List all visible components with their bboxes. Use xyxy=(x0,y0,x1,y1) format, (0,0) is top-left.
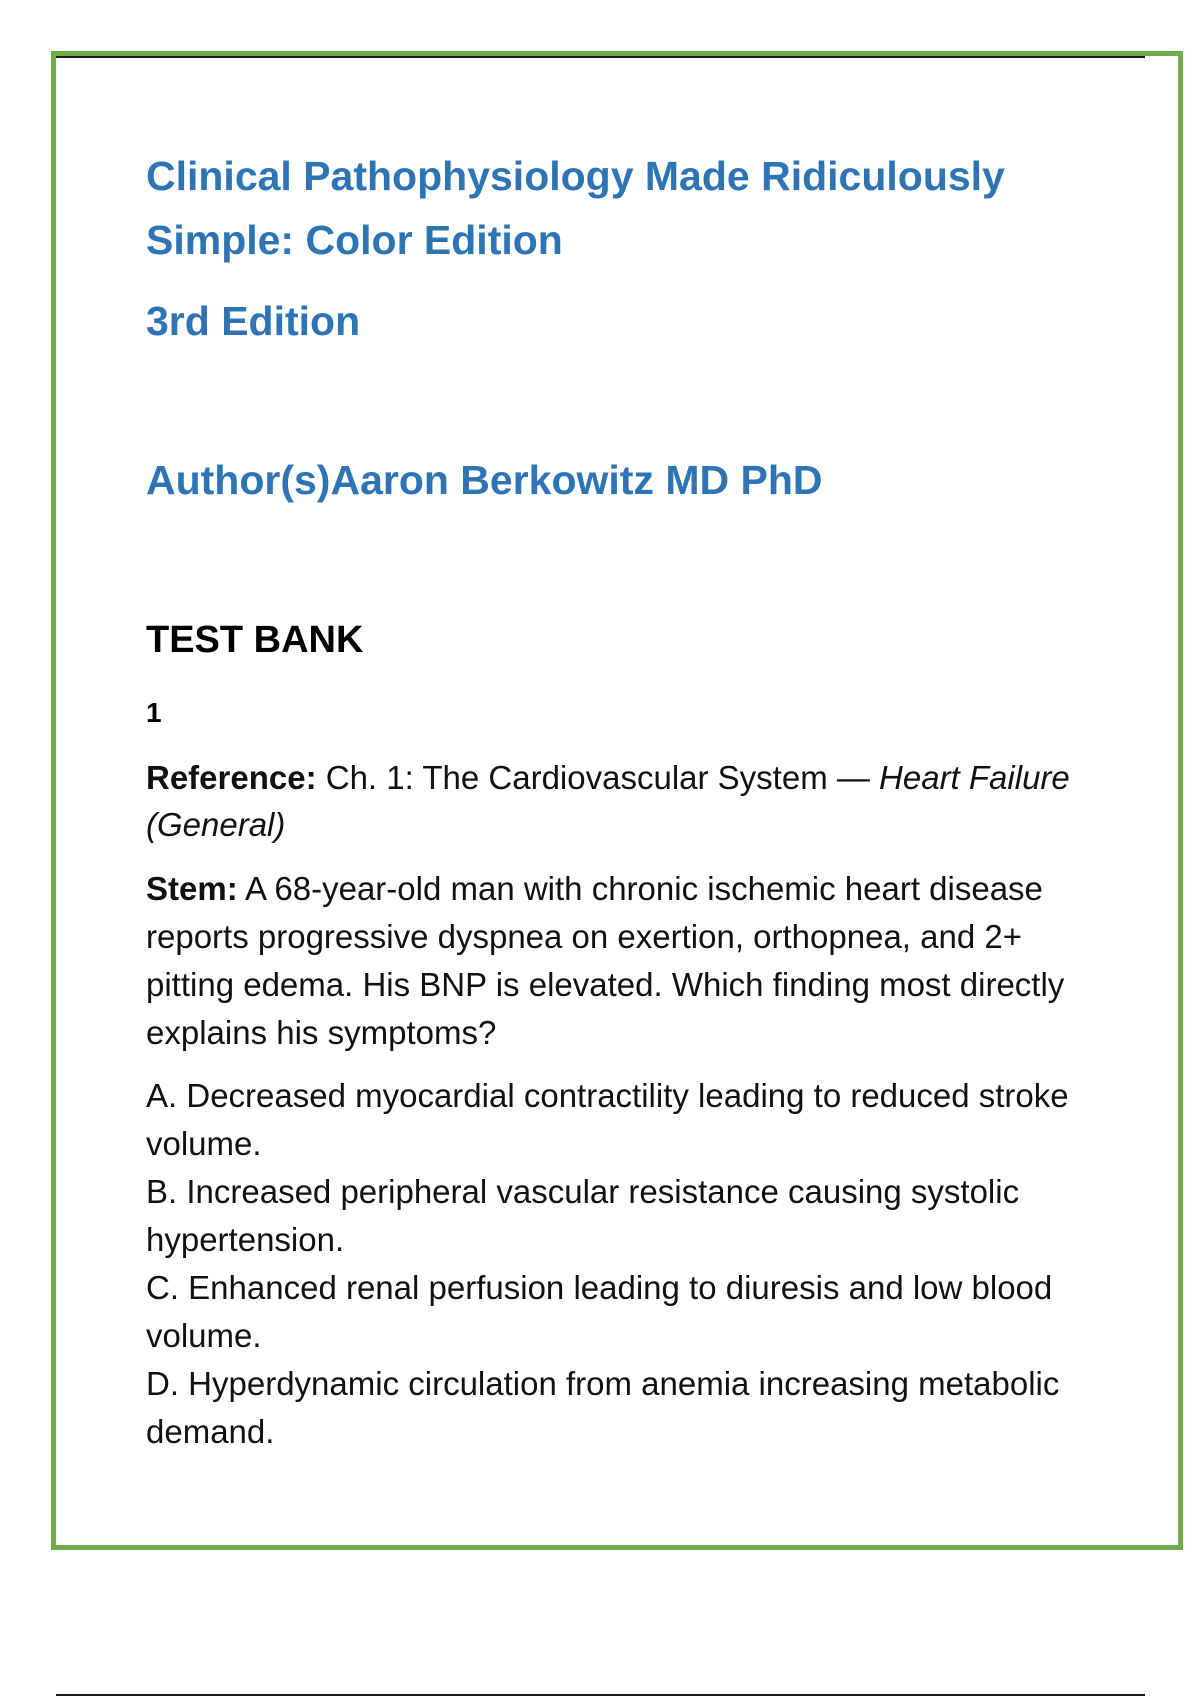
book-title-line: Simple: Color Edition xyxy=(146,217,563,263)
option-text: Decreased myocardial contractility leading to reduced stroke xyxy=(186,1077,1069,1114)
reference-label: Reference: xyxy=(146,759,317,796)
book-title xyxy=(146,144,1005,272)
option-line xyxy=(146,1072,1069,1120)
option-text: Hyperdynamic circulation from anemia increasing metabolic xyxy=(188,1365,1060,1402)
option-text: Increased peripheral vascular resistance causing systolic xyxy=(186,1173,1020,1210)
option-line: hypertension. xyxy=(146,1221,345,1258)
author-line: Author(s)Aaron Berkowitz MD PhD xyxy=(146,457,823,503)
reference-topic: Heart Failure xyxy=(879,759,1070,796)
answer-option-b xyxy=(146,1168,1069,1264)
answer-option-c xyxy=(146,1264,1069,1360)
option-line: demand. xyxy=(146,1413,275,1450)
question-number: 1 xyxy=(146,697,162,728)
header-rule xyxy=(56,56,1145,58)
stem-text: A 68-year-old man with chronic ischemic heart disease xyxy=(245,870,1043,907)
option-letter: C. xyxy=(146,1269,179,1306)
book-title-line: Clinical Pathophysiology Made Ridiculously xyxy=(146,153,1005,199)
option-text: Enhanced renal perfusion leading to diuresis and low blood xyxy=(188,1269,1053,1306)
footer-rule xyxy=(56,1694,1145,1696)
reference-paragraph xyxy=(146,754,1070,848)
option-line xyxy=(146,1168,1069,1216)
option-line: volume. xyxy=(146,1317,262,1354)
stem-line: explains his symptoms? xyxy=(146,1014,497,1051)
option-line xyxy=(146,1360,1069,1408)
reference-line xyxy=(146,801,1070,848)
stem-label: Stem: xyxy=(146,870,238,907)
reference-chapter: Ch. 1: The Cardiovascular System — xyxy=(325,759,870,796)
option-letter: A. xyxy=(146,1077,178,1114)
stem-line: pitting edema. His BNP is elevated. Which finding most directly xyxy=(146,966,1065,1003)
edition-label: 3rd Edition xyxy=(146,298,361,344)
stem-line xyxy=(146,865,1064,913)
answer-option-a xyxy=(146,1072,1069,1168)
section-heading: TEST BANK xyxy=(146,619,364,661)
stem-paragraph xyxy=(146,865,1064,1057)
answer-options xyxy=(146,1072,1069,1456)
option-letter: D. xyxy=(146,1365,179,1402)
answer-option-d xyxy=(146,1360,1069,1456)
option-line xyxy=(146,1264,1069,1312)
option-line: volume. xyxy=(146,1125,262,1162)
reference-topic: (General) xyxy=(146,806,286,843)
stem-line: reports progressive dyspnea on exertion, orthopnea, and 2+ xyxy=(146,918,1022,955)
option-letter: B. xyxy=(146,1173,178,1210)
reference-line xyxy=(146,754,1070,801)
